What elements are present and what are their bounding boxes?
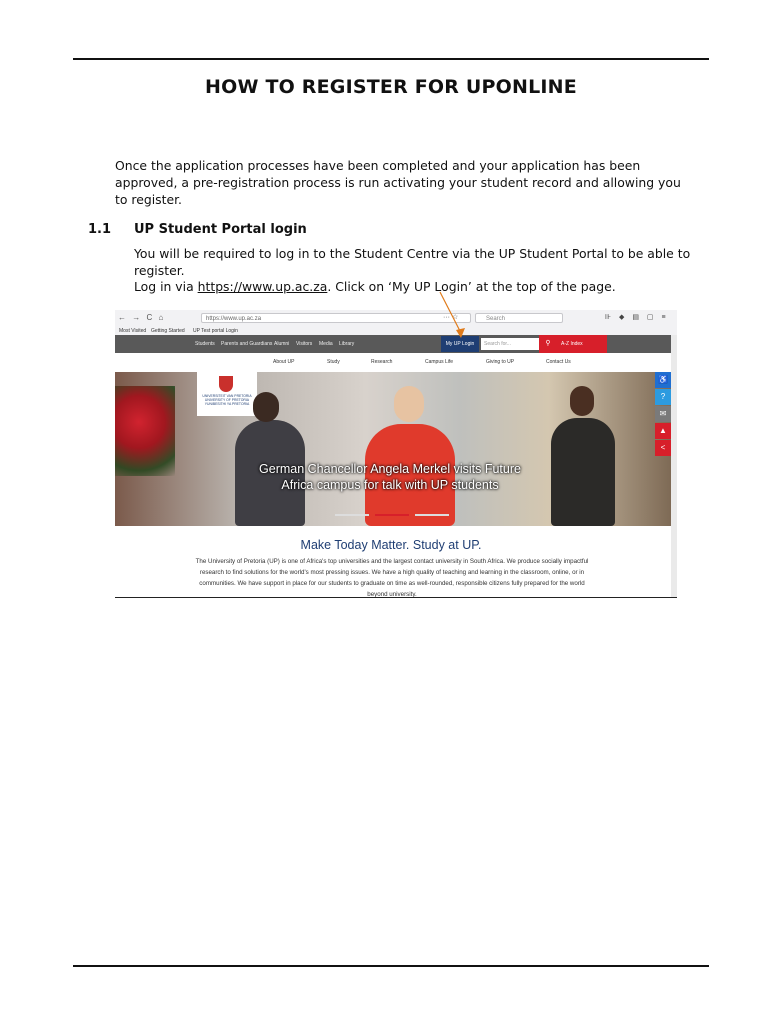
shield-icon (219, 376, 233, 392)
carousel-dot[interactable] (335, 514, 369, 516)
website-screenshot (115, 310, 677, 598)
up-website-link[interactable]: https://www.up.ac.za (197, 279, 328, 294)
section-line-2-suffix: . Click on ‘My UP Login’ at the top of the page. (327, 279, 616, 294)
nav-research[interactable]: Research (371, 359, 393, 365)
bookmark-item[interactable]: Most Visited (119, 328, 147, 334)
share-icon[interactable]: < (655, 440, 671, 456)
hero-caption[interactable]: German Chancellor Angela Merkel visits Future Africa campus for talk with UP students (259, 462, 521, 492)
nav-contact-us[interactable]: Contact Us (546, 359, 571, 365)
footer-rule (73, 965, 709, 967)
util-link-library[interactable]: Library (339, 341, 355, 347)
util-link-alumni[interactable]: Alumni (274, 341, 290, 347)
util-link-media[interactable]: Media (319, 341, 333, 347)
browser-toolbar-icons[interactable]: ⊪ ◆ ▤ ▢ ≡ (605, 314, 669, 321)
campus-icon[interactable]: ▲ (655, 423, 671, 439)
annotation-arrow (430, 290, 470, 342)
photo-person-right (551, 418, 615, 526)
annotation-arrow-head (456, 328, 465, 338)
site-tagline: Make Today Matter. Study at UP. (300, 538, 482, 552)
carousel-indicators (335, 514, 455, 516)
intro-paragraph: Once the application processes have been completed and your application has been approved, a pre-registration process is run activating your student record and allowing you to register. (115, 158, 681, 207)
section-number: 1.1 (88, 222, 112, 237)
browser-nav-icons[interactable]: ← → C ⌂ (118, 313, 166, 322)
photo-person-center-head (394, 386, 424, 422)
nav-giving-to-up[interactable]: Giving to UP (486, 359, 515, 365)
browser-url-bar[interactable]: https://www.up.ac.za (201, 313, 471, 323)
header-rule (73, 58, 709, 60)
accessibility-icon[interactable]: ♿ (655, 372, 671, 388)
hero-banner[interactable] (115, 372, 671, 526)
nav-study[interactable]: Study (327, 359, 340, 365)
util-link-parents[interactable]: Parents and Guardians (221, 341, 273, 347)
carousel-dot[interactable] (415, 514, 449, 516)
up-logo[interactable] (197, 372, 257, 416)
bookmark-item[interactable]: UP Test portal Login (193, 328, 238, 334)
my-up-login-button[interactable]: My UP Login (441, 336, 479, 352)
carousel-dot[interactable] (375, 514, 409, 516)
section-line-1: You will be required to log in to the Student Centre via the UP Student Portal to be able to register. (134, 246, 691, 278)
photo-person-right-head (570, 386, 594, 416)
util-link-visitors[interactable]: Visitors (296, 341, 313, 347)
section-heading: UP Student Portal login (134, 222, 307, 237)
site-search-input[interactable]: Search for... (481, 338, 539, 350)
annotation-arrow-line (440, 292, 461, 333)
flower-arrangement (115, 386, 175, 476)
site-utility-bar (115, 335, 677, 353)
az-index-dropdown[interactable]: A-Z Index (557, 335, 607, 353)
browser-search-box[interactable]: Search (475, 313, 563, 323)
bookmark-item[interactable]: Getting Started (151, 328, 185, 334)
page-scrollbar[interactable] (671, 335, 677, 597)
nav-campus-life[interactable]: Campus Life (425, 359, 454, 365)
logo-text: UNIVERSITEIT VAN PRETORIA UNIVERSITY OF PRETORIA YUNIBESITHI YA PRETORIA (202, 394, 252, 406)
browser-toolbar (115, 310, 677, 327)
nav-about-up[interactable]: About UP (273, 359, 295, 365)
page-title: HOW TO REGISTER FOR UPONLINE (205, 76, 577, 98)
photo-person-left-head (253, 392, 279, 422)
help-icon[interactable]: ? (655, 389, 671, 405)
site-main-nav (115, 353, 677, 372)
util-link-students[interactable]: Students (195, 341, 215, 347)
section-body (134, 246, 694, 296)
url-bar-icons[interactable]: ··· ☆ (443, 314, 459, 321)
mail-icon[interactable]: ✉ (655, 406, 671, 422)
search-icon[interactable]: ⚲ (539, 335, 557, 353)
section-line-2-prefix: Log in via (134, 279, 198, 294)
site-blurb: The University of Pretoria (UP) is one of Africa's top universities and the largest contact university in South Africa. We produce socially impactful research to find solutions for the world's most pressing issues. We have a high quality of teaching and learning in the classroom, online, or in communities. We have support in place for our students to graduate on time as well-rounded, responsible citizens fully prepared for the world beyond university. (195, 558, 589, 598)
